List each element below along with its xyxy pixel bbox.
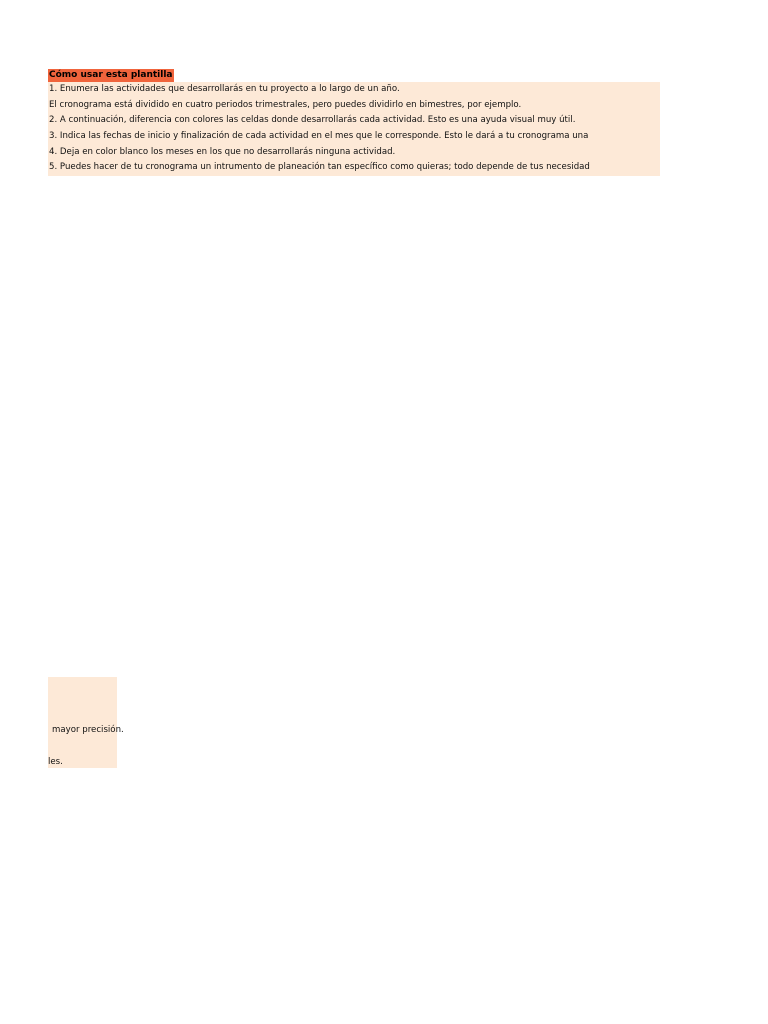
- overflow-text-line-3: mayor precisión.: [52, 725, 124, 735]
- instructions-title: Cómo usar esta plantilla: [49, 70, 173, 80]
- instruction-line-4: 3. Indica las fechas de inicio y finalización de cada actividad en el mes que le corresponde. Esto le dará a tu cronograma una: [49, 131, 589, 142]
- instructions-list: [48, 82, 660, 176]
- instruction-line-6: 5. Puedes hacer de tu cronograma un intrumento de planeación tan específico como quieras; todo depende de tus necesidad: [49, 162, 590, 173]
- overflow-text-line-5: les.: [48, 757, 63, 767]
- instruction-line-1: 1. Enumera las actividades que desarrollarás en tu proyecto a lo largo de un año.: [49, 84, 400, 94]
- instructions-header-row: [48, 67, 660, 82]
- instructions-block: [48, 67, 660, 176]
- instruction-line-3: 2. A continuación, diferencia con colores las celdas donde desarrollarás cada actividad. Esto es una ayuda visual muy útil.: [49, 115, 576, 126]
- instruction-line-5: 4. Deja en color blanco los meses en los que no desarrollarás ninguna actividad.: [49, 146, 396, 157]
- instruction-line-2: El cronograma está dividido en cuatro periodos trimestrales, pero puedes dividirlo en bimestres, por ejemplo.: [49, 99, 522, 110]
- overflow-column-fill: [48, 677, 117, 768]
